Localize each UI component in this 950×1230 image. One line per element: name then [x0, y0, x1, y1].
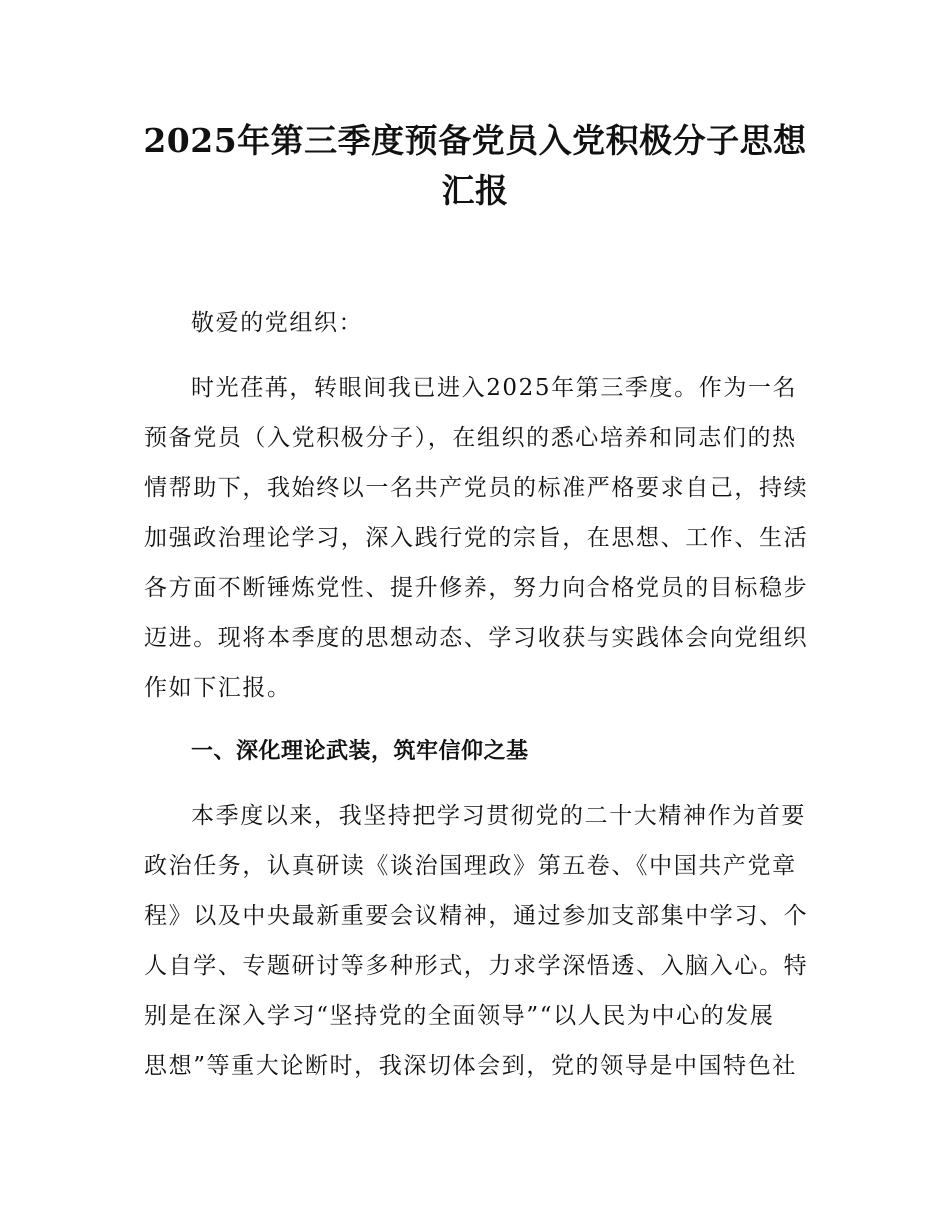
intro-line-4: 加强政治理论学习，深入践行党的宗旨，在思想、工作、生活: [144, 525, 809, 551]
intro-line-2: 预备党员（入党积极分子），在组织的悉心培养和同志们的热: [144, 425, 797, 451]
intro-line-7: 作如下汇报。: [144, 675, 292, 701]
section-1-heading: 一、深化理论武装，筑牢信仰之基: [191, 739, 529, 764]
title-line-1: 2025年第三季度预备党员入党积极分子思想: [143, 121, 807, 160]
document-title: [120, 116, 830, 216]
intro-line-5: 各方面不断锤炼党性、提升修养，努力向合格党员的目标稳步: [144, 575, 809, 601]
intro-line-1: 时光荏苒，转眼间我已进入2025年第三季度。作为一名: [191, 375, 798, 401]
section-1-line-4: 人自学、专题研讨等多种形式，力求学深悟透、入脑入心。特: [144, 953, 809, 979]
section-1-line-3: 程》以及中央最新重要会议精神，通过参加支部集中学习、个: [144, 903, 809, 929]
title-line-2: 汇报: [441, 171, 509, 210]
section-1-line-5: 别是在深入学习“坚持党的全面领导”“以人民为中心的发展: [144, 1003, 775, 1029]
section-1-line-1: 本季度以来，我坚持把学习贯彻党的二十大精神作为首要: [191, 803, 806, 829]
intro-line-3: 情帮助下，我始终以一名共产党员的标准严格要求自己，持续: [144, 475, 809, 501]
intro-line-6: 迈进。现将本季度的思想动态、学习收获与实践体会向党组织: [144, 625, 809, 651]
section-1-line-6: 思想”等重大论断时，我深切体会到，党的领导是中国特色社: [144, 1053, 797, 1079]
section-1-line-2: 政治任务，认真研读《谈治国理政》第五卷、《中国共产党章: [144, 853, 797, 879]
salutation: 敬爱的党组织：: [191, 310, 364, 336]
